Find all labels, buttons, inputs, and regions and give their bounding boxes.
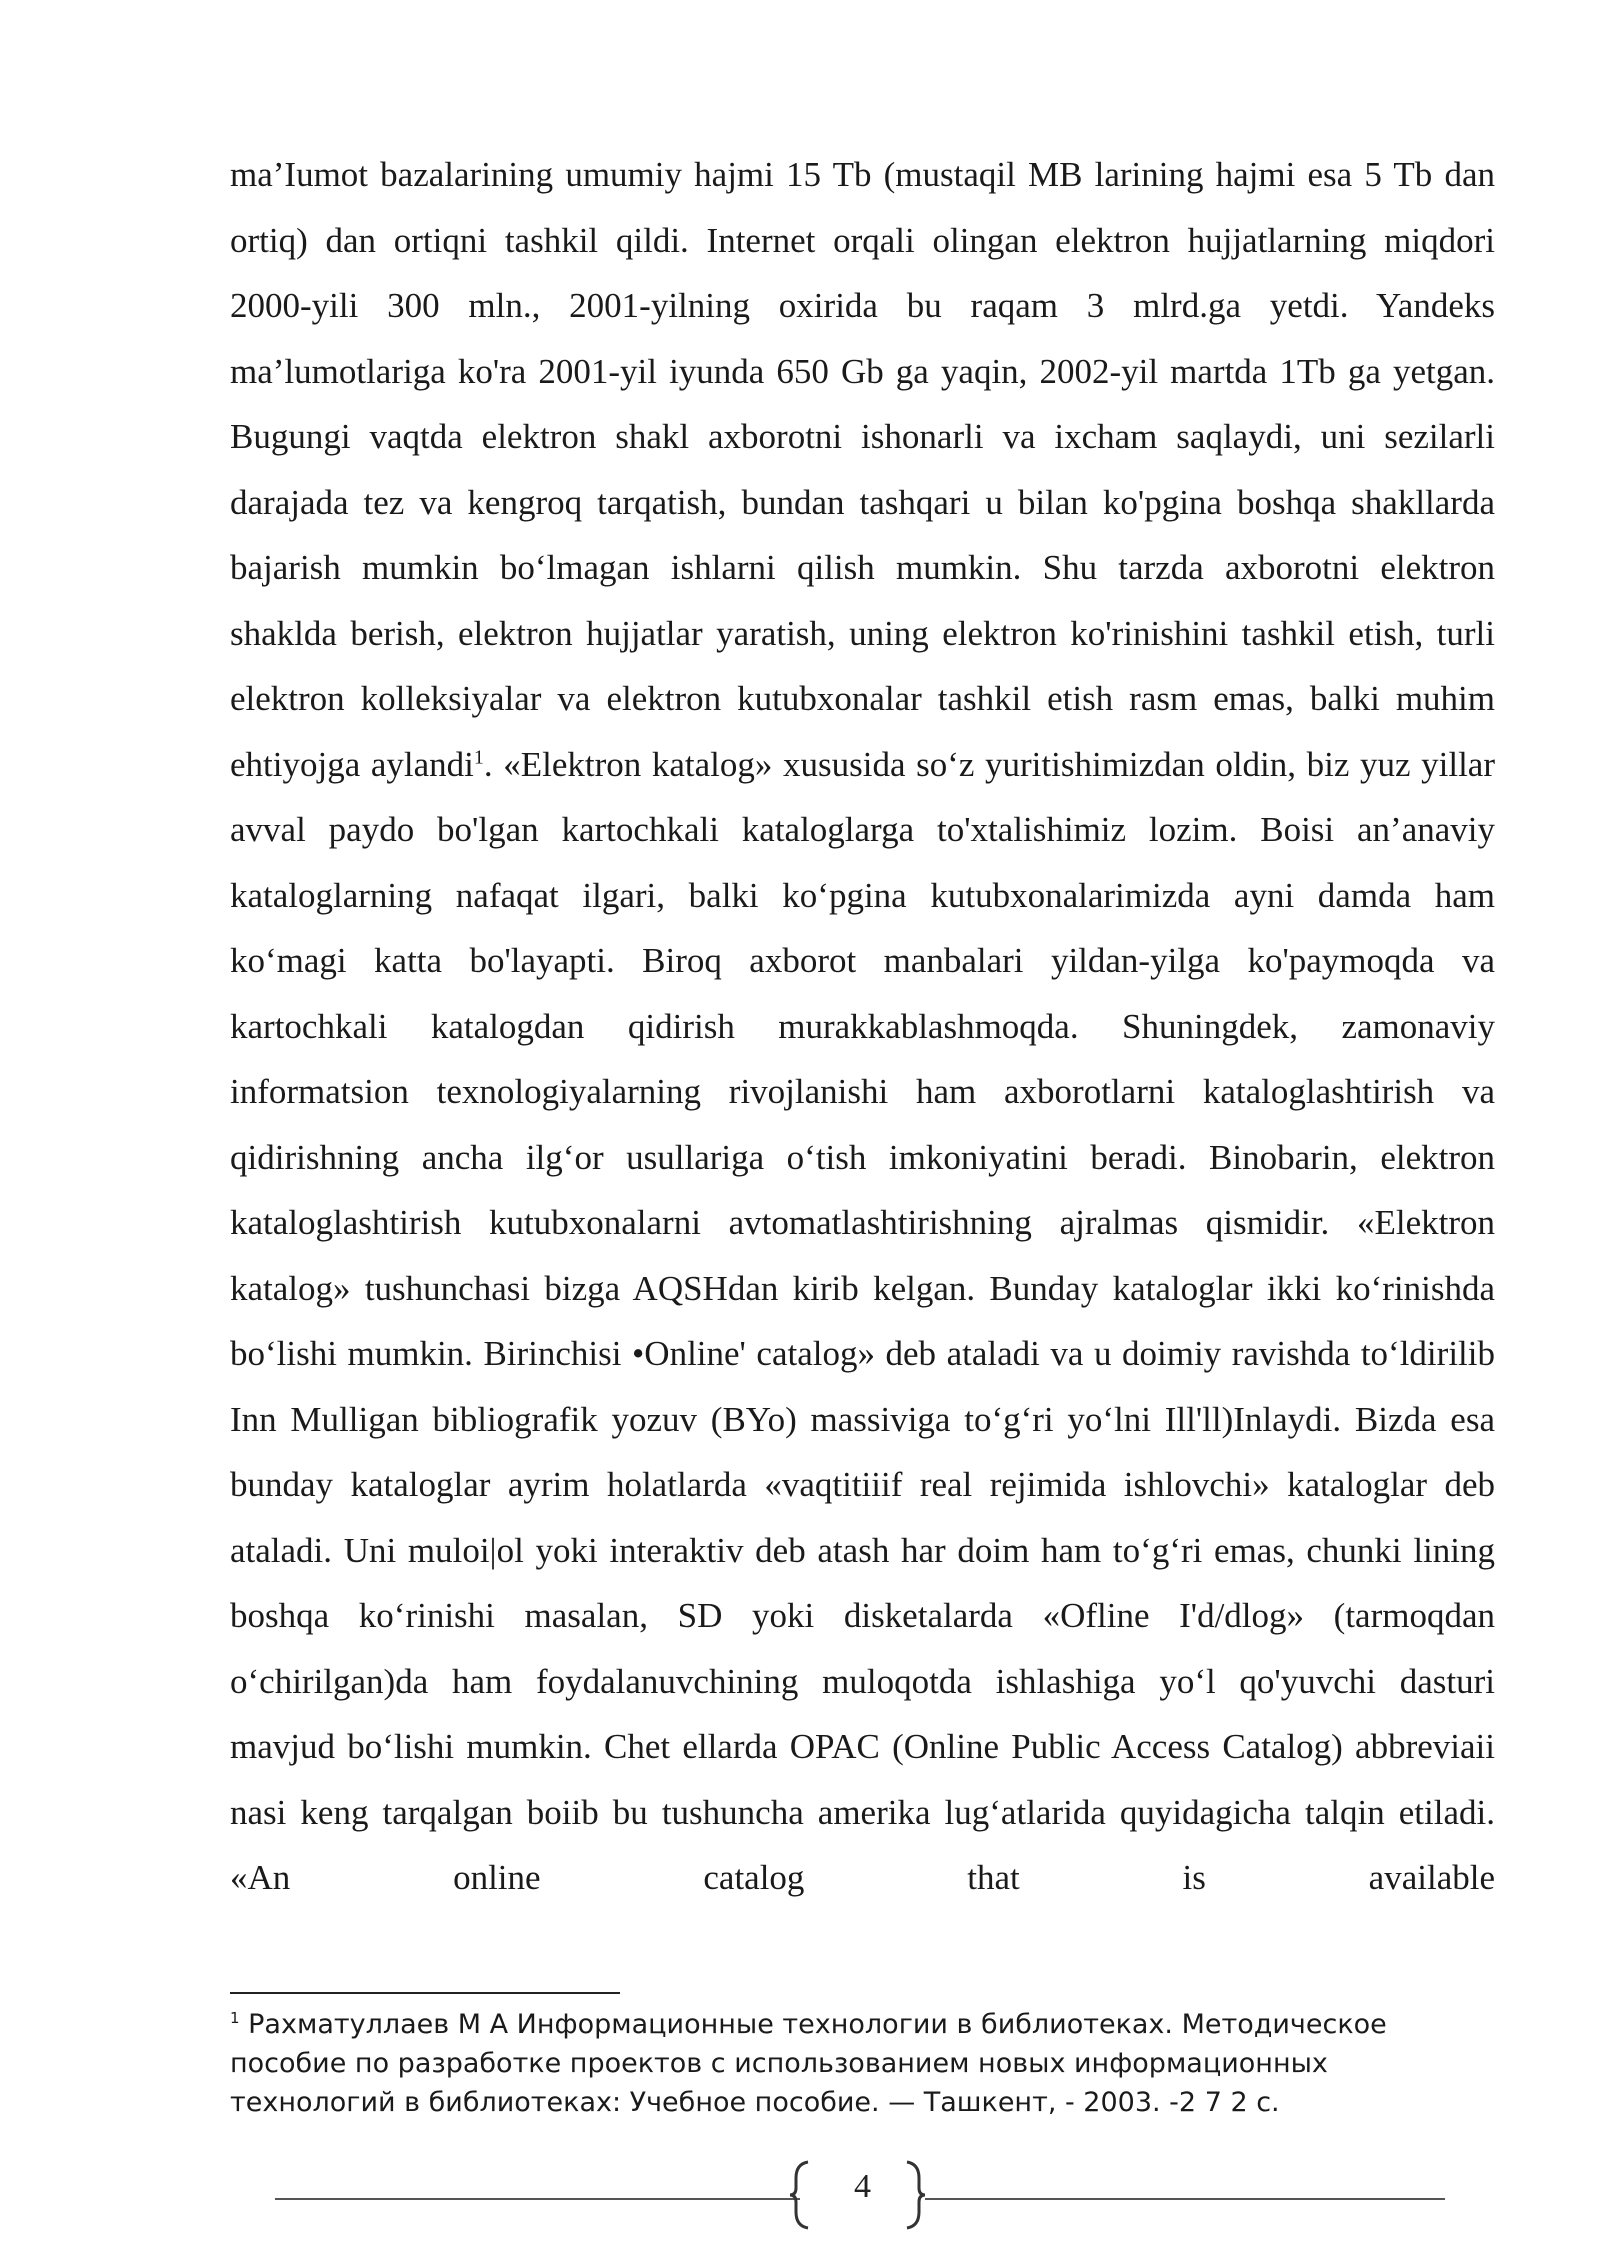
page-footer [0,2160,1600,2230]
paragraph-text-before-note: ma’Iumot bazalarining umumiy hajmi 15 Tb (mustaqil MB larining hajmi esa 5 Tb dan ortiq) dan ortiqni tashkil qildi. Internet orqali olingan elektron hujjatlarning miqdori 2000-yili 300 mln., 2001-yilning oxirida bu raqam 3 mlrd.ga yetdi. Yandeks ma’lumotlariga ko'ra 2001-yil iyunda 650 Gb ga yaqin, 2002-yil martda 1Tb ga yetgan. Bugungi vaqtda elektron shakl axborotni ishonarli va ixcham saqlaydi, uni sezilarli darajada tez va kengroq tarqatish, bundan tashqari u bilan ko'pgina boshqa shakllarda bajarish mumkin bo‘lmagan ishlarni qilish mumkin. Shu tarzda axborotni elektron shaklda berish, elektron hujjatlar yaratish, uning elektron ko'rinishini tashkil etish, turli elektron kolleksiyalar va elektron kutubxonalar tashkil etish rasm emas, balki muhim ehtiyojga aylandi [230,155,1495,784]
footnote-reference[interactable]: 1 [473,745,484,768]
paragraph-text-after-note: . «Elektron katalog» xususida so‘z yuritishimizdan oldin, biz yuz yillar avval paydo bo'lgan kartochkali kataloglarga to'xtalishimiz lozim. Boisi an’anaviy kataloglarning nafaqat ilgari, balki ko‘pgina kutubxonalarimizda ayni damda ham ko‘magi katta bo'layapti. Biroq axborot manbalari yildan-yilga ko'paymoqda va kartochkali katalogdan qidirish murakkablashmoqda. Shuningdek, zamonaviy informatsion texnologiyalarning rivojlanishi ham axborotlarni kataloglashtirish va qidirishning ancha ilg‘or usullariga o‘tish imkoniyatini beradi. Binobarin, elektron kataloglashtirish kutubxonalarni avtomatlashtirishning ajralmas qismidir. «Elektron katalog» tushunchasi bizga AQSHdan kirib kelgan. Bunday kataloglar ikki ko‘rinishda bo‘lishi mumkin. Birinchisi •Online' catalog» deb ataladi va u doimiy ravishda to‘ldirilib Inn Mulligan bibliografik yozuv (BYo) massiviga to‘g‘ri yo‘lni Ill'll)Inlaydi. Bizda esa bunday kataloglar ayrim holatlarda «vaqtitiiif real rejimida ishlovchi» kataloglar deb ataladi. Uni muloi|ol yoki interaktiv deb atash har doim ham to‘g‘ri emas, chunki lining boshqa ko‘rinishi masalan, SD yoki disketalarda «Ofline I'd/dlog» (tarmoqdan o‘chirilgan)da ham foydalanuvchining muloqotda ishlashiga yo‘l qo'yuvchi dasturi mavjud bo‘lishi mumkin. Chet ellarda OPAC (Online Public Access Catalog) abbreviaii nasi keng tarqalgan boiib bu tushuncha amerika lug‘atlarida quyidagicha talqin etiladi. «An online catalog that is available [230,744,1495,1897]
footnote-text: Рахматуллаев М А Информационные технологии в библиотеках. Методическое пособие по разработке проектов с использованием новых информационных технологий в библиотеках: Учебное пособие. — Ташкент, - 2003. -2 7 2 с. [230,2009,1387,2118]
footnote [230,2005,1495,2122]
right-bracket-icon [903,2160,927,2230]
footnote-separator [230,1992,620,1994]
body-paragraph [230,142,1495,1911]
footer-line-right [925,2198,1445,2200]
footnote-marker: 1 [230,2009,240,2027]
page-number: 4 [854,2168,871,2205]
footer-line-left [275,2198,800,2200]
